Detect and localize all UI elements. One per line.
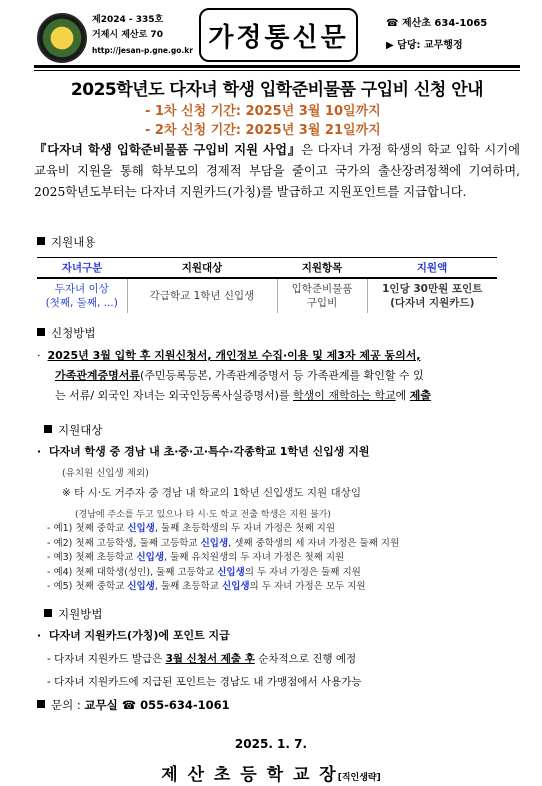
method-heading: 지원방법 <box>44 606 102 622</box>
target-heading: 지원대상 <box>44 422 102 438</box>
target-note-3: (경남에 주소를 두고 있으나 타 시·도 학교 전출 학생은 지원 불가) <box>75 510 331 520</box>
list-item: - 예5) 첫째 중학교 신입생, 둘째 초등학교 신입생의 두 자녀 가정은 모두 지원 <box>47 581 366 592</box>
apply-heading: 신청방법 <box>37 325 95 341</box>
phone-number: ☎ 제산초 634-1065 <box>386 18 488 29</box>
method-line-2: - 다자녀 지원카드에 지급된 포인트는 경남도 내 가맹점에서 사용가능 <box>47 676 362 688</box>
square-bullet-icon <box>44 609 52 617</box>
seal-omitted: [직인생략] <box>337 773 381 783</box>
table-cell: 두자녀 이상 (첫째, 둘째, ...) <box>37 278 127 313</box>
method-main: · 다자녀 지원카드(가칭)에 포인트 지급 <box>37 629 230 642</box>
issue-date: 2025. 1. 7. <box>234 737 308 751</box>
inquiry: 문의 : 교무실 ☎ 055-634-1061 <box>37 697 230 713</box>
table-header-row <box>37 258 497 279</box>
apply-details: · 2025년 3월 입학 후 지원신청서, 개인정보 수집·이용 및 제3자 제공 동의서, 가족관계증명서류(주민등록등본, 가족관계증명서 등 가족관계를 확인할 수 있 는 서류/ 외국인 자녀는 외국인등록사실증명서)를 학생이 재학하는 학교에 제출 <box>37 349 432 402</box>
intro-text: 은 다자녀 가정 학생의 학교 입학 시기에 교육비 지원을 통해 학부모의 경제적 부담을 줄이고 국가의 출산장려정책에 기여하며, 2025학년도부터는 다자녀 지원카드(가칭)를 발급하고 지원포인트를 지급합니다. <box>34 143 521 199</box>
signature <box>0 760 542 785</box>
school-address: 거제시 제산로 70 <box>92 30 163 40</box>
column-header: 지원대상 <box>127 258 277 279</box>
square-bullet-icon <box>37 328 45 336</box>
square-bullet-icon <box>37 700 45 708</box>
square-bullet-icon <box>37 237 45 245</box>
list-item: - 예4) 첫째 대학생(성인), 둘째 고등학교 신입생의 두 자녀 가정은 둘째 지원 <box>47 566 361 578</box>
newsletter-title: 가정통신문 <box>199 8 358 62</box>
table-cell: 각급학교 1학년 신입생 <box>127 278 277 313</box>
square-bullet-icon <box>44 425 52 433</box>
method-line-1: - 다자녀 지원카드 발급은 3월 신청서 제출 후 순차적으로 진행 예정 <box>47 653 357 665</box>
table-cell: 입학준비물품 구입비 <box>277 278 367 313</box>
column-header: 지원액 <box>367 258 497 279</box>
school-url[interactable]: http://jesan-p.gne.go.kr <box>92 46 193 55</box>
target-main: · 다자녀 학생 중 경남 내 초·중·고·특수·각종학교 1학년 신입생 지원 <box>37 445 370 458</box>
list-item: - 예2) 첫째 고등학생, 둘째 고등학교 신입생, 셋째 중학생의 세 자녀 가정은 둘째 지원 <box>47 537 400 549</box>
application-period-1: - 1차 신청 기간: 2025년 3월 10일까지 <box>145 104 381 119</box>
support-heading: 지원내용 <box>37 234 95 250</box>
support-table <box>37 257 497 313</box>
list-item: - 예1) 첫째 중학교 신입생, 둘째 초등학생의 두 자녀 가정은 첫째 지원 <box>47 523 336 534</box>
list-item: - 예3) 첫째 초등학교 신입생, 둘째 유치원생의 두 자녀 가정은 첫째 지원 <box>47 552 345 563</box>
header-divider <box>34 65 520 68</box>
application-period-2: - 2차 신청 기간: 2025년 3월 21일까지 <box>145 123 381 138</box>
contact-person: ▶ 담당: 교무행정 <box>386 40 463 51</box>
example-list <box>47 522 399 595</box>
table-cell: 1인당 30만원 포인트 (다자녀 지원카드) <box>382 283 483 309</box>
school-principal: 제 산 초 등 학 교 장 <box>161 765 338 785</box>
column-header: 자녀구분 <box>37 258 127 279</box>
column-header: 지원항목 <box>277 258 367 279</box>
school-logo <box>37 13 87 63</box>
program-name: 『다자녀 학생 입학준비물품 구입비 지원 사업』 <box>34 142 302 157</box>
notice-title: 2025학년도 다자녀 학생 입학준비물품 구입비 신청 안내 <box>70 80 484 100</box>
target-note-1: (유치원 신입생 제외) <box>62 468 149 479</box>
issue-number: 제2024 - 335호 <box>92 15 164 25</box>
table-row <box>37 278 497 313</box>
header-divider-thin <box>34 70 520 71</box>
target-note-2: ※ 타 시·도 거주자 중 경남 내 학교의 1학년 신입생도 지원 대상임 <box>62 487 361 499</box>
intro-paragraph <box>34 139 520 203</box>
